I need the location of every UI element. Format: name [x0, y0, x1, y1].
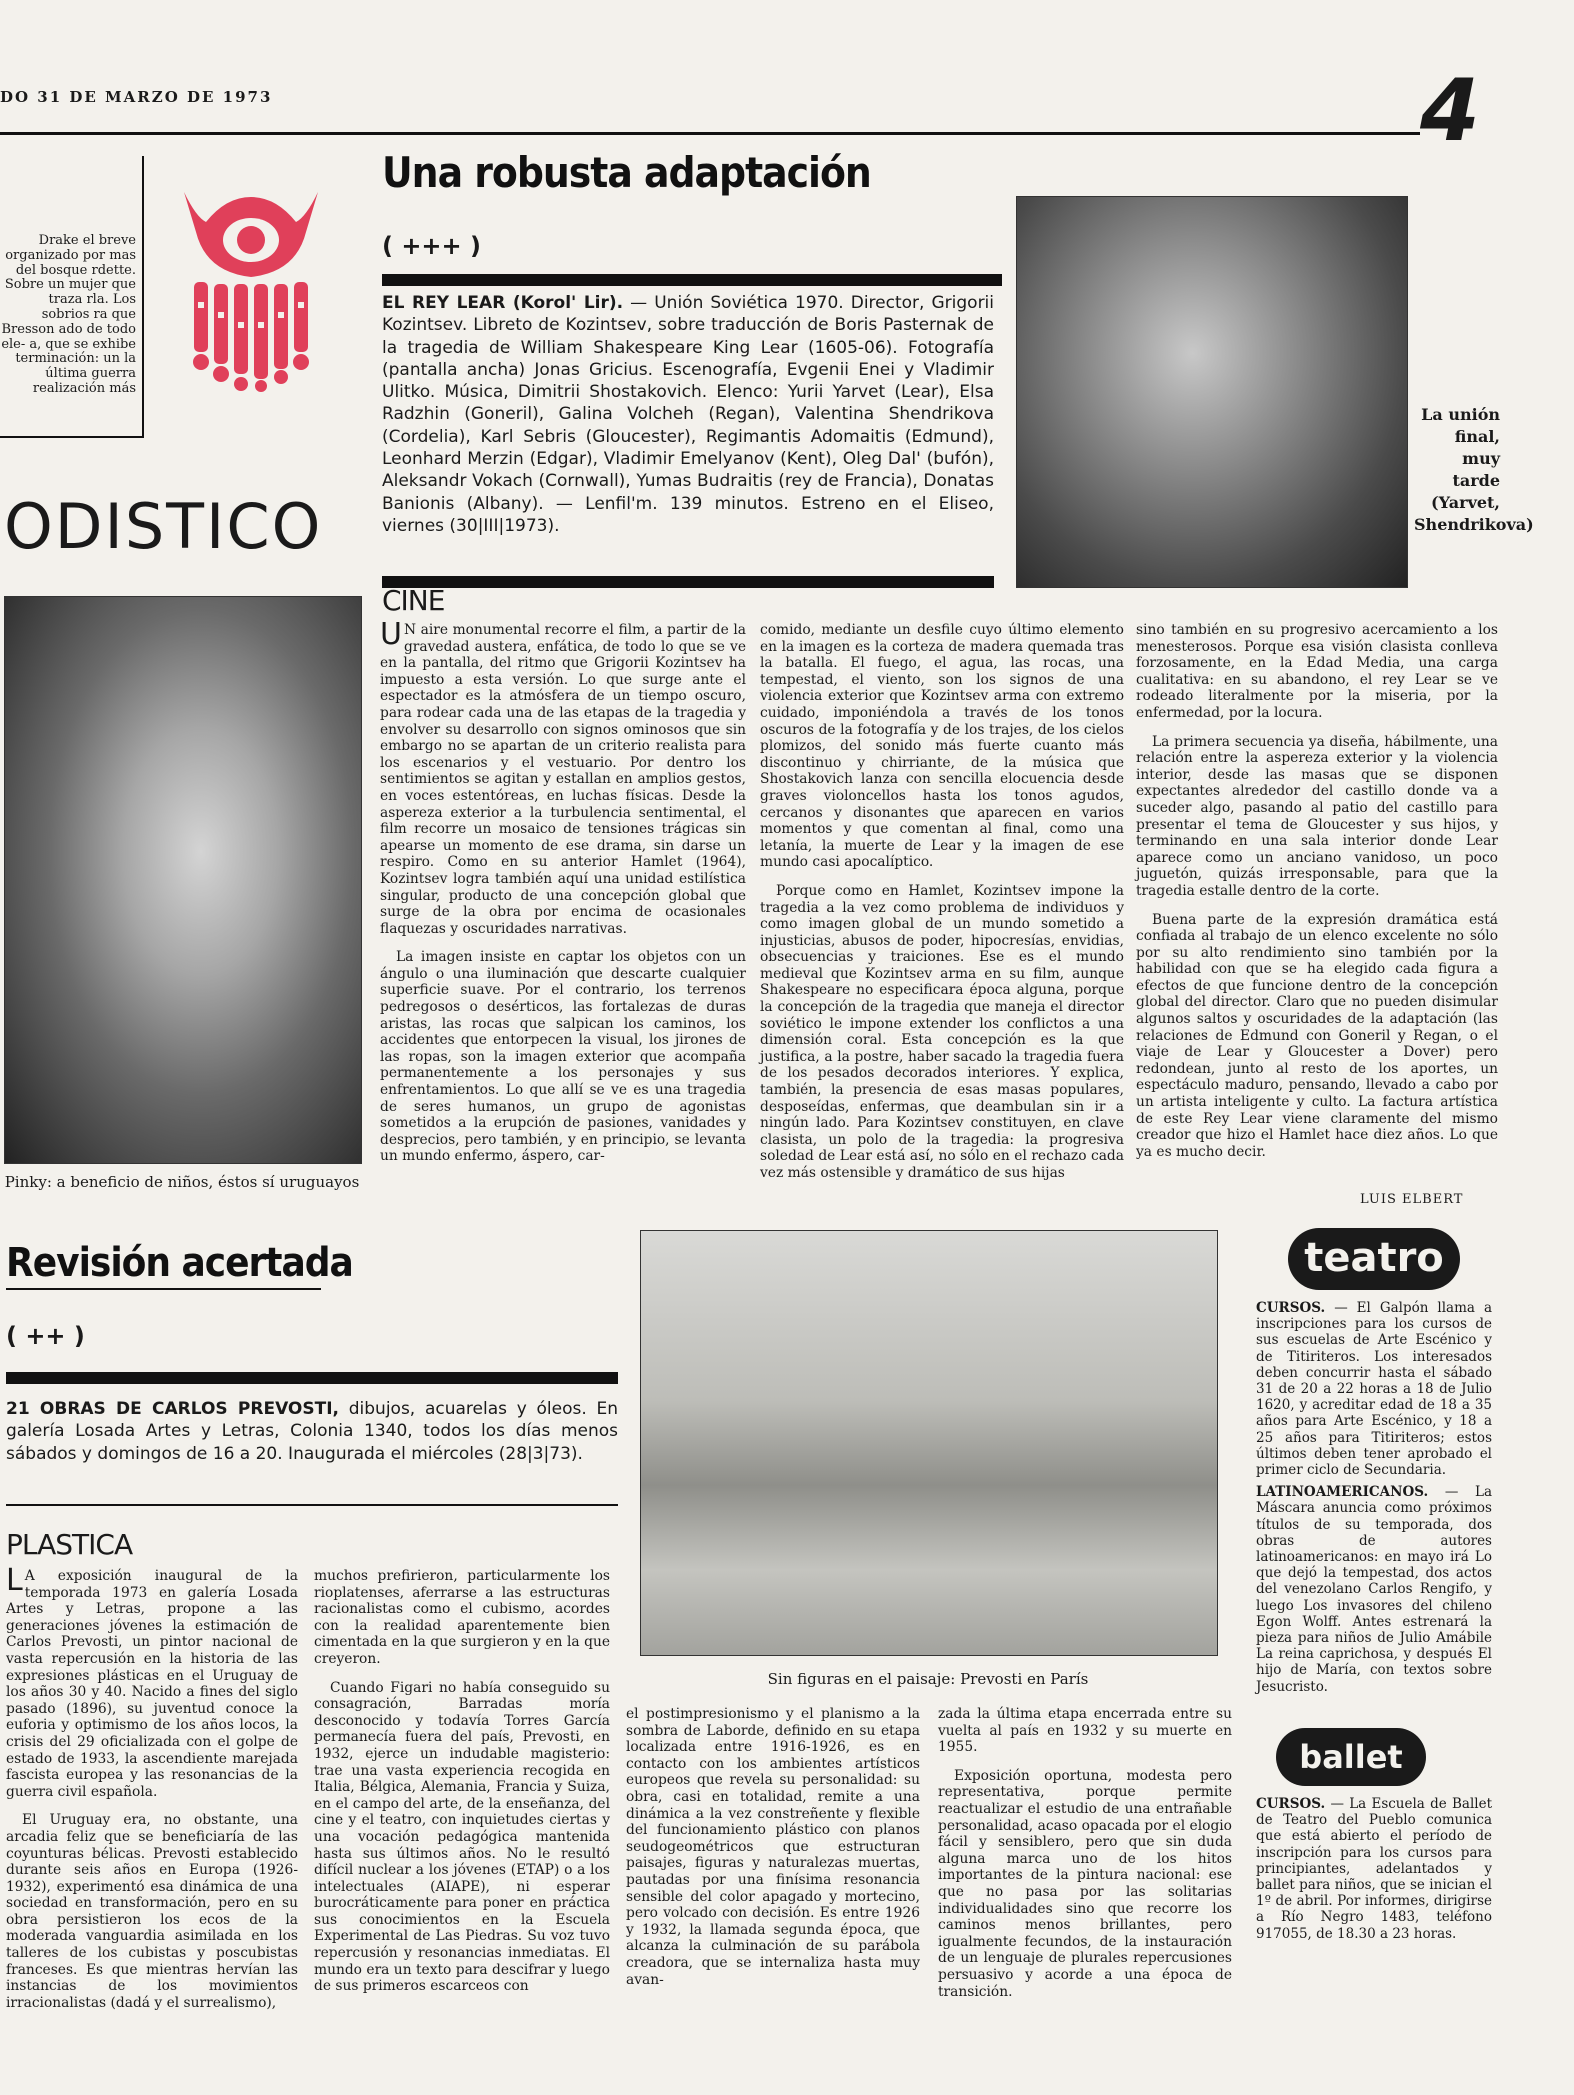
plastica-credits-rule: [6, 1504, 618, 1506]
cine-column-3: [1136, 622, 1498, 1172]
king-lear-caption: La unión final, muy tarde (Yarvet, Shendrikova): [1414, 405, 1534, 534]
left-snippet-text: Drake el breve organizado por mas del bosque rdette. Sobre un mujer que traza rla. Los sobrios ra que Bresson ado de todo ele- a, que se exhibe terminación: un la última guerra realización más: [1, 233, 136, 396]
cine-paragraph: comido, mediante un desfile cuyo último elemento en la imagen es la corteza de madera quemada tras la batalla. El fuego, el agua, las rocas, una tempestad, el viento, son los signos de una violencia exterior que Kozintsev arma con extremo cuidado, imponiéndola a través de los tonos oscuros de la fotografía y de los trajes, de los cielos plomizos, del sonido más fuerte cuanto más discontinuo y chirriante, de la música que Shostakovich lanza con sencilla elocuencia desde graves violoncellos hasta los tonos agudos, cercanos y disonantes que aparecen en varios momentos y que comentan al final, como una letanía, la muerte de Lear y la imagen de ese mundo casi apocalíptico.: [760, 622, 1124, 871]
plastica-rating: ( ++ ): [6, 1322, 85, 1350]
ballet-item-title: CURSOS.: [1256, 1796, 1326, 1812]
odistico-label: ODISTICO: [4, 490, 323, 563]
plastica-credits-body: dibujos, acuarelas y óleos. En galería Losada Artes y Letras, Colonia 1340, todos los días menos sábados y domingos de 16 a 20. Inaugurada el miércoles (28|3|73).: [6, 1399, 618, 1464]
pinky-caption: Pinky: a beneficio de niños, éstos sí uruguayos: [4, 1173, 360, 1191]
prevosti-paris-painting: [640, 1230, 1218, 1656]
cine-section-label: CINE: [382, 584, 445, 617]
paris-caption: Sin figuras en el paisaje: Prevosti en París: [767, 1670, 1089, 1688]
plastica-paragraph: muchos prefirieron, particularmente los rioplatenses, aferrarse a las estructuras racionalistas como el cubismo, acordes con la realidad aparentemente bien cimentada en la que surgieron y en la que creyeron.: [314, 1568, 610, 1667]
cine-column-1: [380, 617, 746, 1177]
cine-column-2: [760, 622, 1124, 1194]
plastica-headline: Revisión acertada: [6, 1240, 353, 1286]
plastica-credits: [6, 1398, 618, 1465]
ballet-badge: ballet: [1276, 1728, 1426, 1786]
eye-logo-icon: [176, 172, 326, 392]
left-snippet-bottom: [0, 436, 144, 438]
ballet-item-body: — La Escuela de Ballet de Teatro del Pueblo comunica que está abierto el período de inscripción para los cursos para principiantes, adelantados y ballet para niños, que se inician el 1º de abril. Por informes, dirigirse a Río Negro 1483, teléfono 917055, de 18.30 a 23 horas.: [1256, 1796, 1492, 1942]
plastica-paragraph: el postimpresionismo y el planismo a la sombra de Laborde, definido en su etapa localizada entre 1916-1926, es en contacto con los ambientes artísticos europeos que revela su personalidad: su obra, casi en totalidad, remite a una dinámica a la vez constreñente y flexible del funcionamiento plástico con planos seudogeométricos que estructuran paisajes, figuras y naturalezas muertas, pautadas por una finísima resonancia sensible del color apagado y mortecino, pero volcado con decisión. Es entre 1926 y 1932, la llamada segunda época, que alcanza la culminación de su parábola creadora, que se internaliza hasta muy avan-: [626, 1706, 920, 1988]
cine-credits-rule: [382, 576, 994, 588]
cine-paragraph: Buena parte de la expresión dramática está confiada al trabajo de un elenco excelente no sólo por su alto rendimiento sino también por la habilidad con que se ha elegido cada figura a efectos de que funcione dentro de la concepción global del director. Claro que no pueden disimular algunos saltos y oscuridades de la adaptación (las relaciones de Edmund con Goneril y Regan, o el viaje de Lear y Gloucester a Dover) pero redondean, junto al resto de los aportes, un espectáculo maduro, pensando, llevado a cabo por un artista inteligente y culto. La factura artística de este Rey Lear viene claramente del mismo creador que hizo el Hamlet hace diez años. Lo que ya es mucho decir.: [1136, 911, 1498, 1160]
teatro-item-body: — La Máscara anuncia como próximos títulos de su temporada, dos obras de autores latinoamericanos: en mayo irá Lo que dejó la tempestad, dos actos del venezolano Carlos Rengifo, y luego Los invasores del chileno Egon Wolff. Antes estrenará la pieza para niños de Julio Amábile La reina caprichosa, y después El hijo de María, con textos sobre Jesucristo.: [1256, 1484, 1492, 1695]
cine-paragraph: La imagen insiste en captar los objetos con un ángulo o una iluminación que descarte cualquier superficie suave. Por el contrario, los terrenos pedregosos o desérticos, las fortalezas de duras aristas, las rocas que salpican los caminos, los accidentes que entorpecen la visual, los jirones de las ropas, son la imagen exterior que acompaña permanentemente a los personajes y sus enfrentamientos. Lo que allí se ve es una tragedia de seres humanos, un grupo de agonistas sometidos a la erupción de pasiones, vanidades y desprecios, pero también, y en principio, se levanta un mundo enfermo, áspero, car-: [380, 949, 746, 1165]
plastica-paragraph: Cuando Figari no había conseguido su consagración, Barradas moría desconocido y todavía Torres García permanecía fuera del país, Prevosti, en 1932, ejerce un indudable magisterio: trae una vasta experiencia recogida en Italia, Bélgica, Alemania, Francia y Suiza, en el campo del arte, de la enseñanza, del cine y el teatro, con inquietudes ciertas y una vocación pedagógica mantenida hasta sus últimos años. No le resultó difícil nuclear a los jóvenes (ETAP) o a los intelectuales (AIAPE), ni esperar burocráticamente para poner en práctica sus conocimientos en la Escuela Experimental de Las Piedras. Su voz tuvo repercusión y resonancias inmediatas. El mundo era un texto para descifrar y luego de sus primeros escarceos con: [314, 1679, 610, 1995]
page-number: 4: [1420, 61, 1480, 161]
plastica-paragraph: zada la última etapa encerrada entre su vuelta al país en 1932 y su muerte en 1955.: [938, 1706, 1232, 1756]
cine-credits-body: — Unión Soviética 1970. Director, Grigorii Kozintsev. Libreto de Kozintsev, sobre traducción de Boris Pasternak de la tragedia de William Shakespeare King Lear (1605-06). Fotografía (pantalla ancha) Jonas Gricius. Escenografía, Evgenii Enei y Vladimir Ulitko. Música, Dimitrii Shostakovich. Elenco: Yurii Yarvet (Lear), Elsa Radzhin (Goneril), Galina Volcheh (Regan), Valentina Shendrikova (Cordelia), Karl Sebris (Gloucester), Regimantis Adomaitis (Edmund), Leonhard Merzin (Edgar), Vladimir Emelyanov (Kent), Oleg Dal' (bufón), Aleksandr Vokach (Cornwall), Yumas Budraitis (rey de Francia), Donatas Banionis (Albany). — Lenfil'm. 139 minutos. Estreno en el Eliseo, viernes (30|III|1973).: [382, 293, 995, 536]
pinky-photo: [4, 596, 362, 1164]
teatro-item-title: CURSOS.: [1256, 1300, 1326, 1316]
plastica-column-4: [938, 1706, 1232, 2012]
drop-cap: L: [6, 1563, 23, 1598]
plastica-column-1: [6, 1563, 298, 2023]
ballet-column: [1256, 1796, 1492, 1948]
plastica-paragraph: Exposición oportuna, modesta pero representativa, porque permite reactualizar el estudio de una entrañable personalidad, acaso opacada por el elogio fácil y sensiblero, pero que sin duda alguna marca uno de los hitos importantes de la pintura nacional: ese que no pasa por las solitarias individualidades sino que recorre los caminos menos brillantes, pero igualmente fecundos, de la instauración de un lenguaje de plurales repercusiones persuasivo y acorde a una época de transición.: [938, 1767, 1232, 2000]
king-lear-photo: [1016, 196, 1408, 588]
cine-rating: ( +++ ): [382, 232, 481, 260]
teatro-item: [1256, 1484, 1492, 1695]
teatro-item: [1256, 1300, 1492, 1478]
teatro-badge: teatro: [1288, 1228, 1460, 1290]
ballet-item: [1256, 1796, 1492, 1942]
teatro-item-body: — El Galpón llama a inscripciones para los cursos de sus escuelas de Arte Escénico y de Titiriteros. Los interesados deben concurrir hasta el sábado 31 de 20 a 22 horas a 18 de Julio 1620, y acreditar edad de 18 a 35 años para Arte Escénico, y 18 a 25 años para Titiriteros; estos últimos deben tener aprobado el primer ciclo de Secundaria.: [1256, 1300, 1492, 1479]
cine-signature: LUIS ELBERT: [1360, 1192, 1464, 1207]
cine-rule: [382, 274, 1002, 286]
plastica-column-2: [314, 1568, 610, 2007]
cine-paragraph-text: N aire monumental recorre el film, a partir de la gravedad austera, enfática, de todo lo que se ve en la pantalla, del ritmo que Grigorii Kozintsev ha impuesto a esta versión. Lo que surge ante el espectador es la atmósfera de un tiempo oscuro, para rodear cada una de las etapas de la tragedia y envolver su desarrollo con signos ominosos que sin embargo no se apartan de un criterio realista para los escenarios y el vestuario. Por dentro los sentimientos se agitan y estallan en amplios gestos, en voces estentóreas, en luchas físicas. Desde la aspereza exterior a la turbulencia sentimental, el film recorre un mosaico de tensiones trágicas sin apearse un momento de ese drama, sin darse un respiro. Como en su anterior Hamlet (1964), Kozintsev logra también aquí una unidad estilística singular, producto de una concepción global que surge de la obra por encima de ocasionales flaquezas y oscuridades narrativas.: [380, 622, 746, 937]
left-snippet-border: [142, 156, 144, 436]
drop-cap: U: [380, 617, 402, 652]
plastica-rule: [6, 1372, 618, 1384]
plastica-paragraph-text: A exposición inaugural de la temporada 1973 en galería Losada Artes y Letras, propone a las generaciones jóvenes la estimación de Carlos Prevosti, un pintor nacional de vasta repercusión en la historia de las expresiones plásticas en el Uruguay de los años 30 y 40. Nacido a fines del siglo pasado (1896), su juventud conoce la euforia y optimismo de los años locos, la crisis del 29 oficializada con el golpe de estado de 1933, la ascendiente marejada fascista europea y las resonancias de la guerra civil española.: [6, 1568, 298, 1800]
cine-paragraph: sino también en su progresivo acercamiento a los menesterosos. Porque esa visión clasista conlleva forzosamente, en la Edad Media, una carga cualitativa: en su abandono, el rey Lear se ve rodeado literalmente por la miseria, por la enfermedad, por la locura.: [1136, 622, 1498, 721]
header-rule: [0, 132, 1420, 135]
plastica-headline-underline: [6, 1288, 321, 1290]
cine-credits-title: EL REY LEAR (Korol' Lir).: [382, 293, 624, 313]
plastica-credits-title: 21 OBRAS DE CARLOS PREVOSTI,: [6, 1399, 340, 1419]
teatro-column: [1256, 1300, 1492, 1701]
cine-credits: [382, 292, 994, 537]
cine-paragraph: [380, 617, 746, 937]
plastica-section-label: PLASTICA: [6, 1528, 133, 1561]
plastica-paragraph: El Uruguay era, no obstante, una arcadia feliz que se beneficiaría de las coyunturas bélicas. Prevosti establecido durante seis años en Europa (1926-1932), experimentó esa dinámica de una sociedad en transformación, pero en su obra persistieron los ecos de la moderada vanguardia asimilada en los talleres de los cubistas y poscubistas franceses. Es que mientras hervían las instancias de los movimientos irracionalistas (dadá y el surrealismo),: [6, 1812, 298, 2011]
plastica-column-3: [626, 1706, 920, 2000]
plastica-paragraph: [6, 1563, 298, 1800]
cine-paragraph: La primera secuencia ya diseña, hábilmente, una relación entre la aspereza exterior y la violencia interior, desde las masas que se disponen expectantes alrededor del castillo donde va a suceder algo, pasando al patio del castillo para presentar el tema de Gloucester y sus hijos, y terminando en una sala interior donde Lear aparece como un anciano vanidoso, un poco juguetón, quizás irresponsable, para que la tragedia estalle dentro de la corte.: [1136, 733, 1498, 899]
cine-paragraph: Porque como en Hamlet, Kozintsev impone la tragedia a la vez como problema de individuos y como imagen global de un mundo sometido a injusticias, abusos de poder, hipocresías, envidias, obsecuencias y traiciones. Ese es el mundo medieval que Kozintsev arma en su film, aunque Shakespeare no especificara época alguna, porque la concepción de la tragedia que maneja el director soviético le impone extender los conflictos a una dimensión coral. Esta concepción es la que justifica, a la postre, haber sacado la tragedia fuera de los pesados decorados interiores. Y explica, también, la presencia de esas masas populares, desposeídas, enfermas, que deambulan sin ir a ningún lado. Para Kozintsev constituyen, en clave clasista, un polo de la tragedia: la progresiva soledad de Lear está así, no sólo en el rechazo cada vez más ostensible y dramático de sus hijas: [760, 882, 1124, 1181]
header-date: DO 31 DE MARZO DE 1973: [0, 88, 273, 106]
teatro-item-title: LATINOAMERICANOS.: [1256, 1484, 1429, 1501]
cine-headline: Una robusta adaptación: [382, 148, 871, 197]
